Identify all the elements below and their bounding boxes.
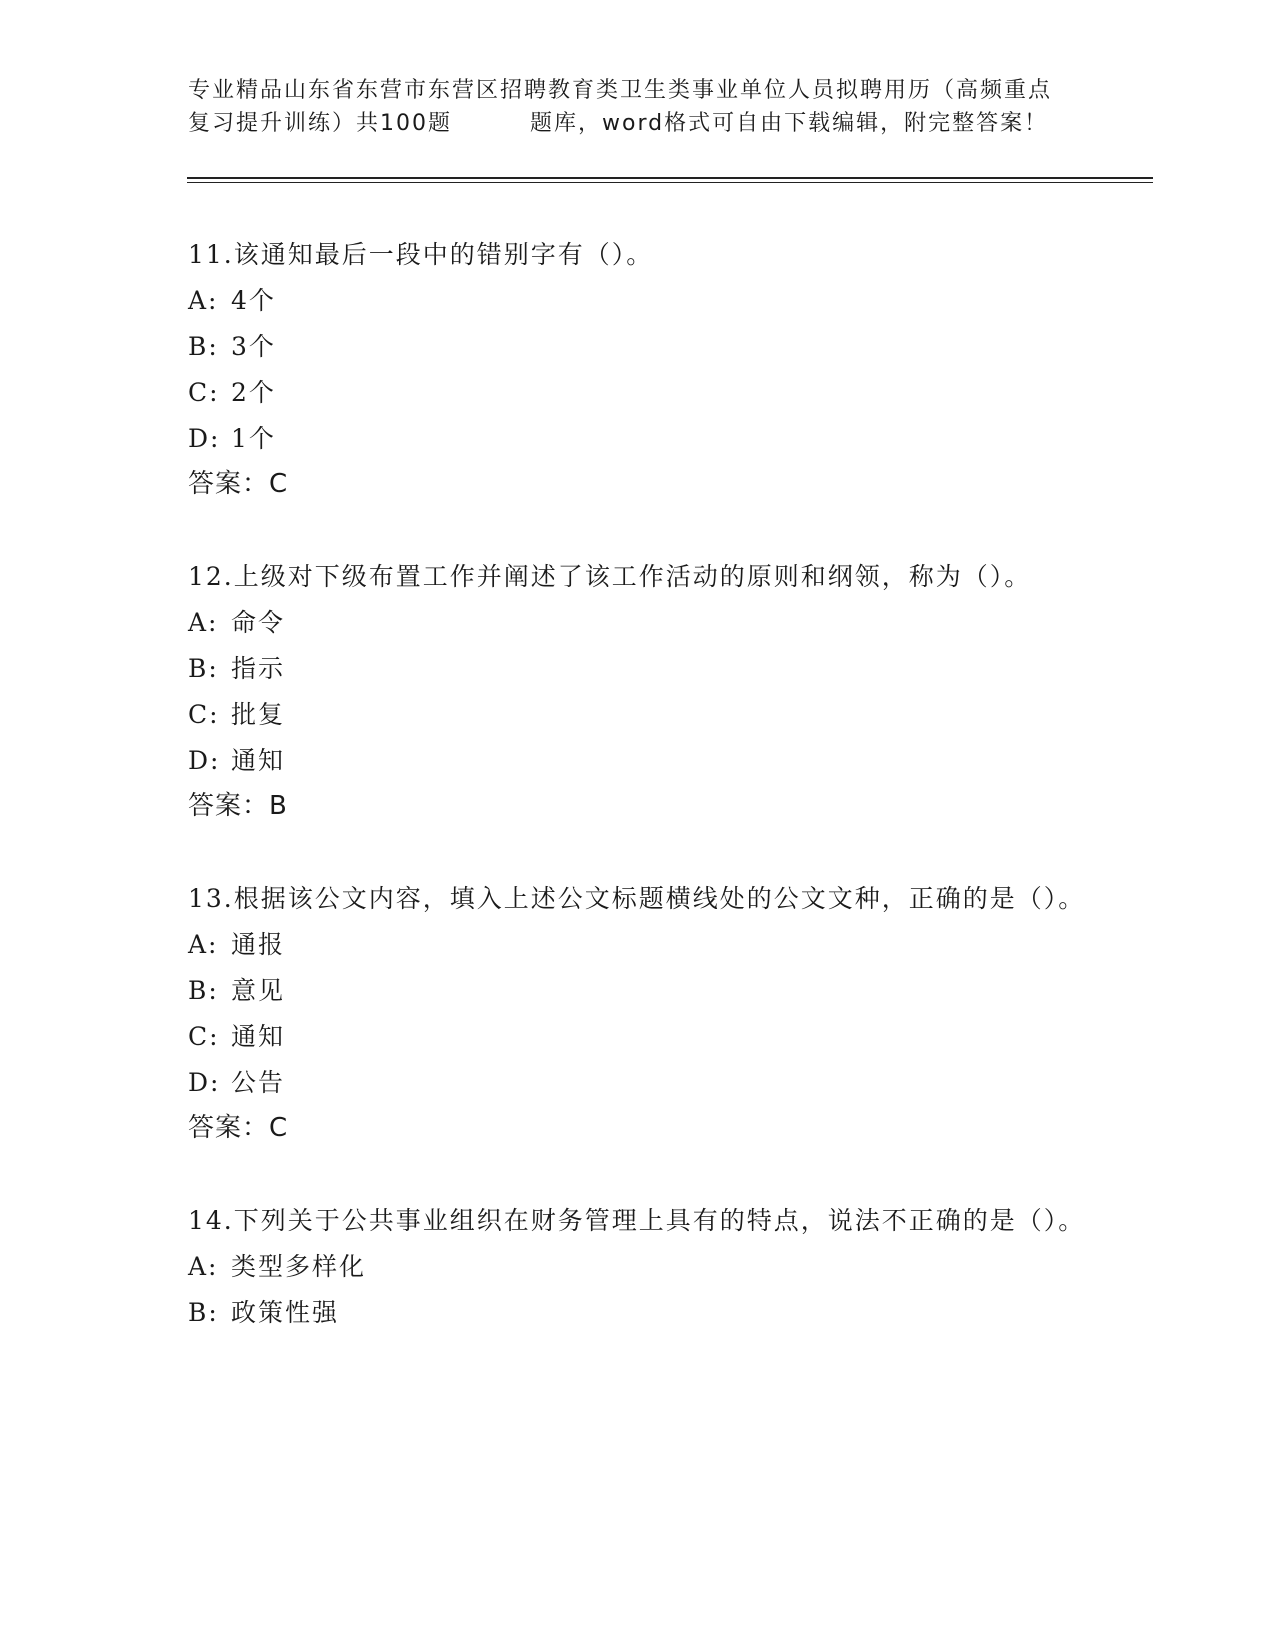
option-letter: D:	[188, 746, 221, 775]
question-11	[188, 232, 1088, 506]
option-d	[188, 738, 1088, 784]
option-letter: A:	[188, 286, 219, 315]
option-text: 命令	[231, 608, 286, 637]
option-letter: C:	[188, 700, 220, 729]
option-letter: A:	[188, 608, 219, 637]
header-title-line-2-right: 题库，word格式可自由下载编辑，附完整答案！	[530, 111, 1049, 136]
option-text: 4个	[231, 286, 276, 315]
header-title-line-1: 专业精品山东省东营市东营区招聘教育类卫生类事业单位人员拟聘用历（高频重点	[188, 78, 1053, 103]
option-text: 通知	[231, 1022, 286, 1051]
header-divider-thin	[187, 182, 1153, 183]
option-text: 2个	[231, 378, 276, 407]
question-stem: 14.下列关于公共事业组织在财务管理上具有的特点，说法不正确的是（）。	[188, 1206, 1086, 1235]
document-header	[188, 74, 1088, 140]
question-14	[188, 1198, 1088, 1336]
option-text: 类型多样化	[231, 1252, 367, 1281]
option-letter: B:	[188, 654, 219, 683]
option-c	[188, 1014, 1088, 1060]
option-a	[188, 922, 1088, 968]
option-c	[188, 370, 1088, 416]
option-letter: D:	[188, 1068, 221, 1097]
question-stem: 13.根据该公文内容，填入上述公文标题横线处的公文文种，正确的是（）。	[188, 884, 1086, 913]
question-stem: 12.上级对下级布置工作并阐述了该工作活动的原则和纲领，称为（）。	[188, 562, 1032, 591]
option-letter: D:	[188, 424, 221, 453]
header-title-line-2	[188, 107, 1088, 140]
option-c	[188, 692, 1088, 738]
question-13	[188, 876, 1088, 1150]
question-list	[188, 232, 1088, 1384]
option-letter: A:	[188, 1252, 219, 1281]
option-text: 3个	[231, 332, 276, 361]
option-text: 意见	[231, 976, 286, 1005]
option-b	[188, 324, 1088, 370]
option-b	[188, 1290, 1088, 1336]
option-text: 公告	[231, 1068, 286, 1097]
option-d	[188, 1060, 1088, 1106]
header-divider-thick	[187, 177, 1153, 179]
question-12	[188, 554, 1088, 828]
option-letter: B:	[188, 1298, 219, 1327]
option-text: 通知	[231, 746, 286, 775]
option-text: 批复	[231, 700, 286, 729]
answer-line: 答案：C	[188, 469, 289, 499]
question-stem: 11.该通知最后一段中的错别字有（）。	[188, 240, 654, 269]
option-text: 政策性强	[231, 1298, 340, 1327]
option-text: 1个	[231, 424, 276, 453]
option-b	[188, 968, 1088, 1014]
option-d	[188, 416, 1088, 462]
option-text: 通报	[231, 930, 286, 959]
header-title-line-2-left: 复习提升训练）共100题	[188, 111, 452, 136]
option-letter: B:	[188, 976, 219, 1005]
option-a	[188, 278, 1088, 324]
option-a	[188, 600, 1088, 646]
option-letter: C:	[188, 1022, 220, 1051]
answer-line: 答案：C	[188, 1113, 289, 1143]
option-letter: A:	[188, 930, 219, 959]
option-letter: C:	[188, 378, 220, 407]
option-a	[188, 1244, 1088, 1290]
answer-line: 答案：B	[188, 791, 288, 821]
option-letter: B:	[188, 332, 219, 361]
option-text: 指示	[231, 654, 286, 683]
option-b	[188, 646, 1088, 692]
